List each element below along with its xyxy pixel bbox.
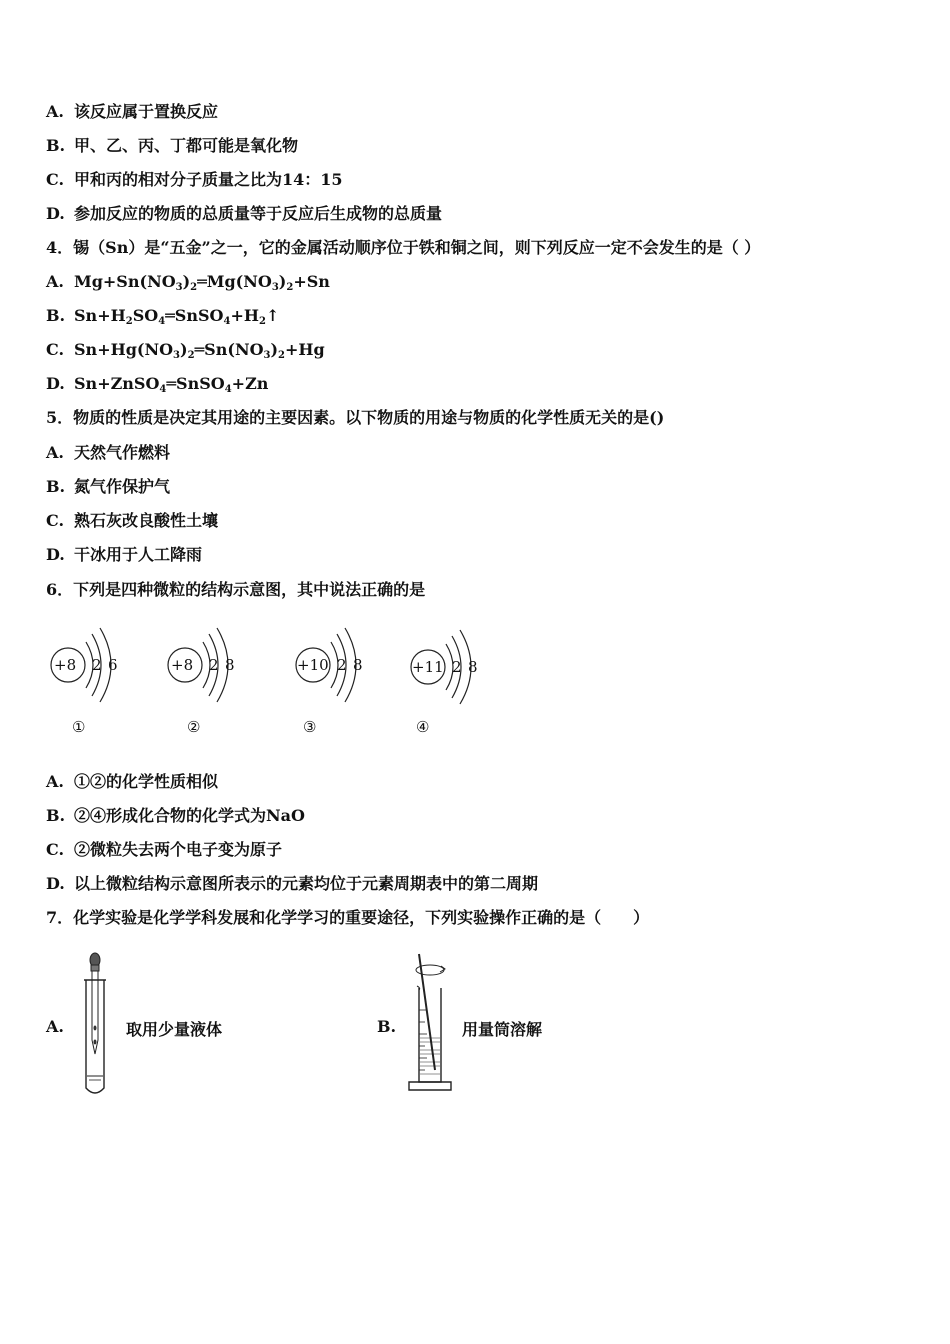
q6-option-a: A. ①②的化学性质相似 [46, 772, 219, 791]
shell-electrons-2: 8 [468, 658, 478, 676]
particle-caption: ① [72, 718, 86, 736]
q3-option-a: A. 该反应属于置换反应 [46, 102, 219, 121]
graduated-cylinder-figure [405, 950, 455, 1095]
shell-electrons-2: 6 [108, 656, 118, 674]
particle-diagram-1 [48, 620, 138, 736]
shell-electrons-1: 2 [337, 656, 347, 674]
q6-option-c: C. ②微粒失去两个电子变为原子 [46, 840, 283, 859]
nucleus-charge: +10 [297, 656, 329, 674]
shell-electrons-2: 8 [353, 656, 363, 674]
particle-caption: ③ [303, 718, 317, 736]
particle-diagram-2 [165, 620, 255, 736]
shell-electrons-1: 2 [92, 656, 102, 674]
particle-caption: ④ [416, 718, 430, 736]
q4-option-d: D. Sn+ZnSO$_4$═SnSO$_4$+Zn [46, 374, 269, 395]
particle-diagram-4 [408, 622, 498, 736]
q5-option-b: B. 氮气作保护气 [46, 477, 171, 496]
particle-caption: ② [187, 718, 201, 736]
q6-option-b: B. ②④形成化合物的化学式为NaO [46, 806, 305, 825]
q7-option-a-text: 取用少量液体 [126, 1020, 223, 1039]
q5-option-c: C. 熟石灰改良酸性土壤 [46, 511, 219, 530]
q7-option-b-label: B. [377, 1017, 397, 1036]
q4-stem: 4．锡（Sn）是“五金”之一，它的金属活动顺序位于铁和铜之间，则下列反应一定不会发生的是（ ） [46, 238, 761, 257]
q3-option-b: B. 甲、乙、丙、丁都可能是氧化物 [46, 136, 299, 155]
q4-option-b: B. $Sn+H_2SO_4═SnSO_4+H_2↑$ [46, 306, 280, 327]
q6-option-d: D. 以上微粒结构示意图所表示的元素均位于元素周期表中的第二周期 [46, 874, 539, 893]
q4-option-c: C. $Sn+Hg(NO_3)_2═Sn(NO_3)_2+Hg$ [46, 340, 325, 361]
q4-option-a: A. $Mg+Sn(NO_3)_2═Mg(NO_3)_2+Sn$ [46, 272, 330, 293]
q3-option-c: C. 甲和丙的相对分子质量之比为14：15 [46, 170, 343, 189]
shell-electrons-1: 2 [209, 656, 219, 674]
shell-electrons-2: 8 [225, 656, 235, 674]
q7-stem: 7．化学实验是化学学科发展和化学学习的重要途径，下列实验操作正确的是（ ） [46, 908, 650, 927]
q5-stem: 5．物质的性质是决定其用途的主要因素。以下物质的用途与物质的化学性质无关的是() [46, 408, 665, 427]
q6-stem: 6．下列是四种微粒的结构示意图，其中说法正确的是 [46, 580, 426, 599]
q3-option-d: D. 参加反应的物质的总质量等于反应后生成物的总质量 [46, 204, 443, 223]
q7-option-a-label: A. [46, 1017, 64, 1036]
nucleus-charge: +11 [412, 658, 444, 676]
q7-option-b-text: 用量筒溶解 [462, 1020, 543, 1039]
particle-diagram-3 [293, 620, 383, 736]
nucleus-charge: +8 [54, 656, 77, 674]
q5-option-a: A. 天然气作燃料 [46, 443, 171, 462]
q5-option-d: D. 干冰用于人工降雨 [46, 545, 203, 564]
shell-electrons-1: 2 [452, 658, 462, 676]
nucleus-charge: +8 [171, 656, 194, 674]
dropper-test-tube-figure [78, 950, 114, 1100]
